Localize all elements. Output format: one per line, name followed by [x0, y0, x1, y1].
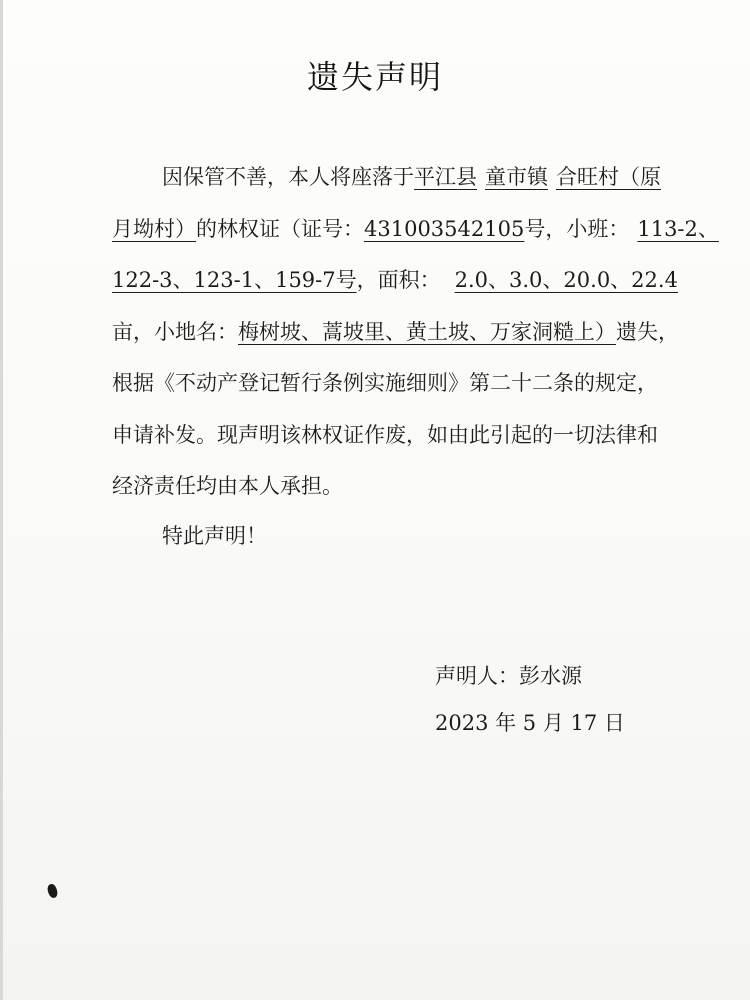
area-values: 2.0、3.0、20.0、22.4: [454, 268, 678, 292]
village-name: 合旺村（原: [556, 165, 661, 189]
plot-numbers-continued: 122-3、123-1、159-7号: [112, 268, 357, 292]
ink-speck: [46, 883, 59, 899]
body-text-segment: 亩，小地名：: [112, 319, 238, 344]
body-text-segment: 因保管不善，本人将座落于: [162, 165, 414, 189]
certificate-number: 431003542105: [364, 216, 525, 241]
closing-statement: 特此声明！: [162, 524, 267, 548]
body-line-3: [112, 255, 700, 307]
body-text-segment: 遗失，: [616, 319, 679, 344]
body-line-5: 根据《不动产登记暂行条例实施细则》第二十二条的规定，: [112, 371, 658, 395]
body-text-segment: 的林权证（证号：: [196, 216, 364, 241]
body-text-segment: 号，小班：: [524, 216, 630, 241]
statement-date: 2023 年 5 月 17 日: [435, 711, 625, 735]
signer-line: 声明人：彭水源: [435, 664, 582, 688]
statement-body: [112, 152, 719, 513]
town-name: 童市镇: [485, 165, 548, 189]
body-line-2: [112, 204, 719, 256]
body-line-1: [112, 152, 700, 204]
body-line-7: 经济责任均由本人承担。: [112, 474, 343, 498]
village-name-continued: 月坳村）: [112, 216, 196, 241]
county-name: 平江县: [414, 165, 477, 189]
place-names: 梅树坡、蒿坡里、黄土坡、万家洞糙上）: [238, 319, 616, 344]
paper-edge: [0, 0, 3, 1000]
body-text-segment: ，面积：: [356, 268, 441, 292]
plot-numbers: 113-2、: [637, 216, 719, 241]
document-title: 遗失声明: [306, 58, 443, 96]
body-line-4: [112, 307, 700, 359]
body-line-6: 申请补发。现声明该林权证作废，如由此引起的一切法律和: [112, 422, 658, 447]
